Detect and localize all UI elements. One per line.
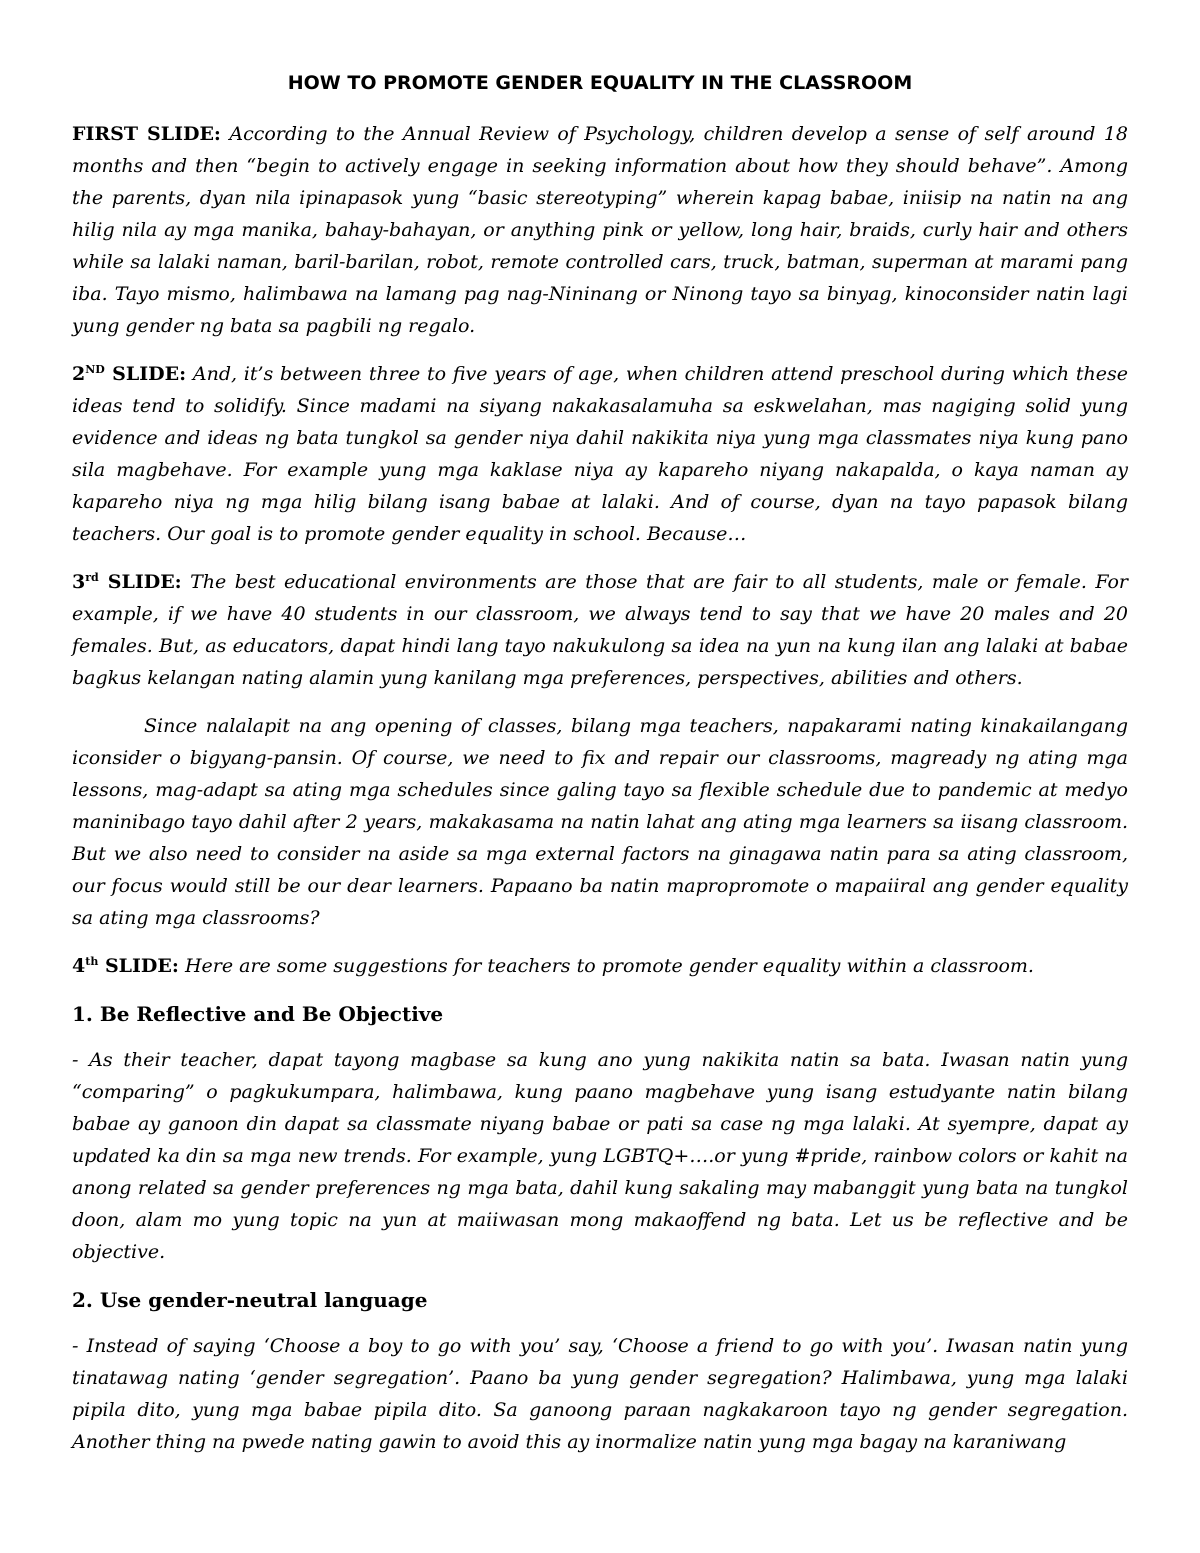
slide-4-paragraph (72, 950, 1128, 982)
document-title: HOW TO PROMOTE GENDER EQUALITY IN THE CLASSROOM (287, 72, 913, 94)
section-2-heading: 2. Use gender-neutral language (72, 1288, 428, 1312)
indented-paragraph: Since nalalapit na ang opening of classes, bilang mga teachers, napakarami nating kinakailangang iconsider o bigyang-pansin. Of course, we need to fix and repair our classrooms, magready ng ating mga lessons, mag-adapt sa ating mga schedules since galing tayo sa flexible schedule due to pandemic at medyo maninibago tayo dahil after 2 years, makakasama na natin lahat ang ating mga learners sa iisang classroom. But we also need to consider na aside sa mga external factors na ginagawa natin para sa ating classroom, our focus would still be our dear learners. Papaano ba natin mapropromote o mapaiiral ang gender equality sa ating mga classrooms? (72, 715, 1128, 929)
slide-4-label (72, 955, 179, 977)
slide-2-number: 2 (72, 363, 86, 385)
slide-1-text: According to the Annual Review of Psychology, children develop a sense of self around 18 months and then “begin to actively engage in seeking information about how they should behave”. Among the parents, dyan nila ipinapasok yung “basic stereotyping” wherein kapag babae, iniisip na natin na ang hilig nila ay mga manika, bahay-bahayan, or anything pink or yellow, long hair, braids, curly hair and others while sa lalaki naman, baril-barilan, robot, remote controlled cars, truck, batman, superman at marami pang iba. Tayo mismo, halimbawa na lamang pag nag-Nininang or Ninong tayo sa binyag, kinoconsider natin lagi yung gender ng bata sa pagbili ng regalo. (72, 123, 1129, 337)
slide-1-paragraph (72, 118, 1128, 342)
slide-3-text: The best educational environments are those that are fair to all students, male or female. For example, if we have 40 students in our classroom, we always tend to say that we have 20 males and 20 females. But, as educators, dapat hindi lang tayo nakukulong sa idea na yun na kung ilan ang lalaki at babae bagkus kelangan nating alamin yung kanilang mga preferences, perspectives, abilities and others. (72, 571, 1128, 689)
slide-3-paragraph (72, 566, 1128, 694)
slide-3-number: 3 (72, 571, 86, 593)
slide-1-number: FIRST (72, 123, 139, 145)
slide-2-text: And, it’s between three to five years of age, when children attend preschool during which these ideas tend to solidify. Since madami na siyang nakakasalamuha sa eskwelahan, mas nagiging solid yung evidence and ideas ng bata tungkol sa gender niya dahil nakikita niya yung mga classmates niya kung pano sila magbehave. For example yung mga kaklase niya ay kapareho niyang nakapalda, o kaya naman ay kapareho niya ng mga hilig bilang isang babae at lalaki. And of course, dyan na tayo papasok bilang teachers. Our goal is to promote gender equality in school. Because… (72, 363, 1129, 545)
slide-3-label (72, 571, 182, 593)
section-2-text: - Instead of saying ‘Choose a boy to go with you’ say, ‘Choose a friend to go with you’. Iwasan natin yung tinatawag nating ‘gender segregation’. Paano ba yung gender segregation? Halimbawa, yung mga lalaki pipila dito, yung mga babae pipila dito. Sa ganoong paraan nagkakaroon tayo ng gender segregation. Another thing na pwede nating gawin to avoid this ay inormalize natin yung mga bagay na karaniwang (72, 1335, 1128, 1453)
slide-2-paragraph (72, 358, 1128, 550)
slide-1-label (72, 123, 221, 145)
slide-3-ordinal: rd (85, 571, 99, 584)
section-1-text: - As their teacher, dapat tayong magbase sa kung ano yung nakikita natin sa bata. Iwasan natin yung “comparing” o pagkukumpara, halimbawa, kung paano magbehave yung isang estudyante natin bilang babae ay ganoon din dapat sa classmate niyang babae or pati sa case ng mga lalaki. At syempre, dapat ay updated ka din sa mga new trends. For example, yung LGBTQ+….or yung #pride, rainbow colors or kahit na anong related sa gender preferences ng mga bata, dahil kung sakaling may mabanggit yung bata na tungkol doon, alam mo yung topic na yun at maiiwasan mong makaoffend ng bata. Let us be reflective and be objective. (72, 1049, 1128, 1263)
slide-2-ordinal: ND (85, 363, 105, 376)
slide-4-text: Here are some suggestions for teachers to promote gender equality within a classroom. (184, 955, 1034, 977)
slide-2-label-text: SLIDE: (104, 363, 187, 385)
document-page (72, 72, 1128, 1474)
slide-3-label-text: SLIDE: (98, 571, 182, 593)
slide-4-number: 4 (72, 955, 86, 977)
slide-4-label-text: SLIDE: (98, 955, 179, 977)
section-1-heading: 1. Be Reflective and Be Objective (72, 1002, 444, 1026)
slide-4-ordinal: th (85, 955, 99, 968)
slide-1-label-text: SLIDE: (138, 123, 221, 145)
slide-2-label (72, 363, 186, 385)
